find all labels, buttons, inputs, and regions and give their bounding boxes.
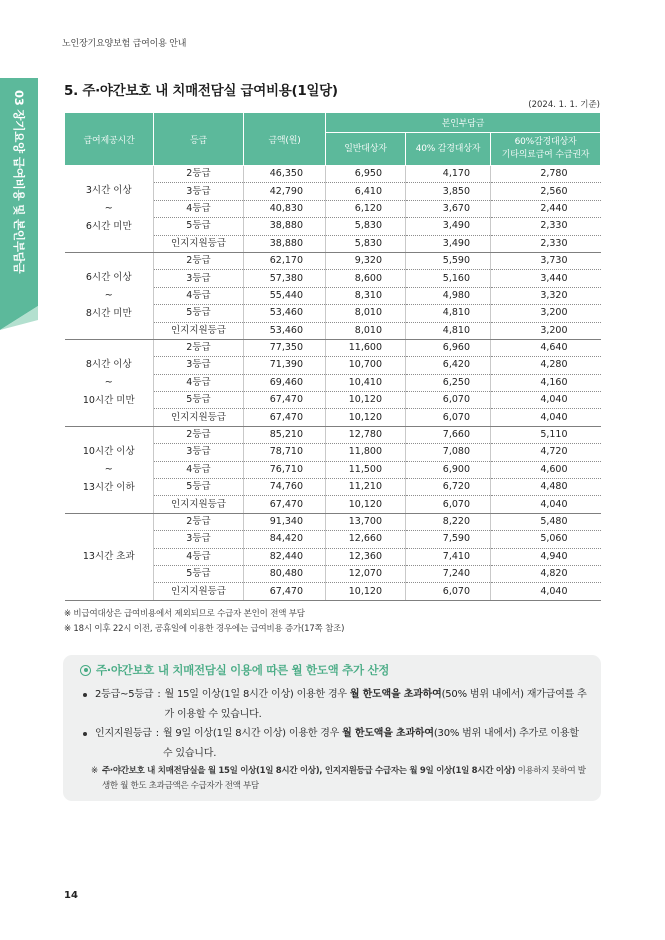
reduced60-copay-cell: 4,040 [491,496,601,513]
reduced60-copay-cell: 5,480 [491,513,601,530]
general-copay-cell: 11,800 [326,444,406,461]
general-copay-cell: 12,360 [326,548,406,565]
reduced40-copay-cell: 4,810 [406,322,491,339]
reduced60-copay-cell: 2,780 [491,166,601,183]
reduced60-copay-cell: 4,720 [491,444,601,461]
grade-cell: 4등급 [154,374,244,391]
grade-cell: 5등급 [154,479,244,496]
general-copay-cell: 10,700 [326,357,406,374]
info-box [63,655,601,801]
amount-cell: 80,480 [244,565,326,582]
reduced60-copay-cell: 4,940 [491,548,601,565]
reduced60-copay-cell: 4,820 [491,565,601,582]
reduced40-copay-cell: 6,070 [406,583,491,600]
info-item-text [163,724,589,763]
grade-cell: 3등급 [154,183,244,200]
time-range-line: 10시간 이상 [82,445,135,457]
amount-cell: 67,470 [244,496,326,513]
reduced60-copay-cell: 4,040 [491,409,601,426]
time-range-cell [65,166,154,253]
time-range-line: 6시간 이상 [85,271,132,283]
time-range-line: ~ [104,202,113,214]
time-range-cell [65,252,154,339]
general-copay-cell: 12,660 [326,531,406,548]
grade-cell: 2등급 [154,252,244,269]
time-range-line: 6시간 미만 [85,220,132,232]
time-range-cell [65,426,154,513]
chapter-title: 장기요양 급여비용 및 본인부담금 [12,109,26,274]
reduced60-copay-cell: 2,440 [491,200,601,217]
info-box-title [80,662,589,678]
reduced40-copay-cell: 6,720 [406,479,491,496]
reduced40-copay-cell: 6,420 [406,357,491,374]
reduced60-copay-cell: 2,330 [491,235,601,252]
info-item-label: 2등급~5등급 [95,689,154,700]
grade-cell: 5등급 [154,305,244,322]
grade-cell: 인지지원등급 [154,496,244,513]
time-range-cell [65,339,154,426]
bullet-icon [83,732,87,736]
info-item-separator: : [157,689,161,700]
reduced40-copay-cell: 4,810 [406,305,491,322]
time-range-line: ~ [104,463,113,475]
amount-cell: 77,350 [244,339,326,356]
table-row [65,166,601,183]
amount-cell: 53,460 [244,305,326,322]
grade-cell: 인지지원등급 [154,322,244,339]
amount-cell: 78,710 [244,444,326,461]
reduced40-copay-cell: 5,160 [406,270,491,287]
table-note: ※ 비급여대상은 급여비용에서 제외되므로 수급자 본인이 전액 부담 [64,608,305,619]
general-copay-cell: 6,950 [326,166,406,183]
amount-cell: 84,420 [244,531,326,548]
info-item-text-before: 월 9일 이상(1일 8시간 이상) 이용한 경우 [162,728,343,739]
info-item-text-after: (30% 범위 내에서) 추가로 이용할 수 있습니다. [162,728,579,759]
reduced60-copay-cell: 4,280 [491,357,601,374]
info-item-separator: : [155,728,159,739]
table-row [65,426,601,443]
reduced40-copay-cell: 6,900 [406,461,491,478]
reduced40-copay-cell: 4,980 [406,287,491,304]
general-copay-cell: 6,120 [326,200,406,217]
reduced60-copay-cell: 2,560 [491,183,601,200]
general-copay-cell: 8,010 [326,322,406,339]
amount-cell: 38,880 [244,218,326,235]
general-copay-cell: 5,830 [326,218,406,235]
info-list [80,685,589,763]
reduced60-copay-cell: 3,320 [491,287,601,304]
general-copay-cell: 10,120 [326,583,406,600]
chapter-tab [0,78,38,334]
reduced40-copay-cell: 6,070 [406,409,491,426]
amount-cell: 40,830 [244,200,326,217]
header-reduced40: 40% 감경대상자 [406,133,491,166]
amount-cell: 74,760 [244,479,326,496]
grade-cell: 5등급 [154,218,244,235]
header-reduced60 [491,133,601,166]
reduced60-copay-cell: 3,200 [491,322,601,339]
grade-cell: 2등급 [154,426,244,443]
info-box-note [91,764,589,794]
header-copay: 본인부담금 [326,113,601,133]
header-amount: 금액(원) [244,113,326,166]
reduced60-copay-cell: 4,480 [491,479,601,496]
reduced40-copay-cell: 5,590 [406,252,491,269]
table-header-row [65,113,601,133]
reduced40-copay-cell: 7,410 [406,548,491,565]
reduced40-copay-cell: 3,490 [406,235,491,252]
double-circle-icon [80,665,91,676]
reduced40-copay-cell: 3,670 [406,200,491,217]
time-range-line: 8시간 이상 [85,358,132,370]
amount-cell: 67,470 [244,392,326,409]
time-range-cell [65,513,154,600]
table-row [65,252,601,269]
chapter-tab-label [12,90,26,274]
general-copay-cell: 13,700 [326,513,406,530]
amount-cell: 91,340 [244,513,326,530]
general-copay-cell: 11,210 [326,479,406,496]
general-copay-cell: 8,600 [326,270,406,287]
general-copay-cell: 11,500 [326,461,406,478]
running-header: 노인장기요양보험 급여이용 안내 [62,39,187,49]
reduced60-copay-cell: 2,330 [491,218,601,235]
amount-cell: 53,460 [244,322,326,339]
section-title: 5. 주·야간보호 내 치매전담실 급여비용(1일당) [64,83,338,99]
grade-cell: 3등급 [154,444,244,461]
note-mark: ※ [91,766,98,776]
info-item-text-after: (50% 범위 내에서) 재가급여를 추가 이용할 수 있습니다. [164,689,587,720]
amount-cell: 67,470 [244,583,326,600]
table-notes [64,607,600,638]
time-range-line: 10시간 미만 [82,394,135,406]
general-copay-cell: 10,120 [326,409,406,426]
amount-cell: 38,880 [244,235,326,252]
reduced40-copay-cell: 7,660 [406,426,491,443]
grade-cell: 3등급 [154,357,244,374]
info-item-text-bold: 월 한도액을 초과하여 [349,689,442,700]
general-copay-cell: 11,600 [326,339,406,356]
time-range-line: 3시간 이상 [85,184,132,196]
chapter-number: 03 [12,90,26,106]
general-copay-cell: 10,120 [326,392,406,409]
general-copay-cell: 10,410 [326,374,406,391]
general-copay-cell: 6,410 [326,183,406,200]
amount-cell: 46,350 [244,166,326,183]
general-copay-cell: 10,120 [326,496,406,513]
grade-cell: 5등급 [154,392,244,409]
time-range-line: ~ [104,289,113,301]
reduced40-copay-cell: 3,490 [406,218,491,235]
info-item-label: 인지지원등급 [95,728,152,739]
info-box-title-text: 주·야간보호 내 치매전담실 이용에 따른 월 한도액 추가 산정 [96,663,390,677]
basis-date: (2024. 1. 1. 기준) [528,100,600,110]
amount-cell: 82,440 [244,548,326,565]
amount-cell: 55,440 [244,287,326,304]
reduced60-copay-cell: 4,600 [491,461,601,478]
amount-cell: 62,170 [244,252,326,269]
grade-cell: 3등급 [154,531,244,548]
grade-cell: 4등급 [154,548,244,565]
reduced40-copay-cell: 7,590 [406,531,491,548]
reduced60-copay-cell: 4,040 [491,392,601,409]
amount-cell: 42,790 [244,183,326,200]
header-grade: 등급 [154,113,244,166]
general-copay-cell: 12,780 [326,426,406,443]
reduced60-copay-cell: 3,200 [491,305,601,322]
grade-cell: 인지지원등급 [154,583,244,600]
time-range-line: 13시간 초과 [82,550,135,562]
grade-cell: 2등급 [154,339,244,356]
grade-cell: 5등급 [154,565,244,582]
general-copay-cell: 9,320 [326,252,406,269]
header-time: 급여제공시간 [65,113,154,166]
amount-cell: 57,380 [244,270,326,287]
page-number: 14 [64,890,78,901]
reduced40-copay-cell: 3,850 [406,183,491,200]
reduced40-copay-cell: 7,240 [406,565,491,582]
info-item-text [165,685,589,724]
reduced60-copay-cell: 5,060 [491,531,601,548]
general-copay-cell: 8,010 [326,305,406,322]
grade-cell: 4등급 [154,461,244,478]
general-copay-cell: 12,070 [326,565,406,582]
header-reduced60-line2: 기타의료급여 수급권자 [501,150,590,160]
benefit-cost-table [64,112,601,601]
grade-cell: 2등급 [154,513,244,530]
list-item [80,685,589,724]
header-reduced60-line1: 60%감경대상자 [514,137,577,147]
table-row [65,339,601,356]
amount-cell: 71,390 [244,357,326,374]
bullet-icon [83,693,87,697]
reduced40-copay-cell: 6,250 [406,374,491,391]
benefit-table-body [65,166,601,601]
reduced40-copay-cell: 8,220 [406,513,491,530]
reduced40-copay-cell: 6,070 [406,496,491,513]
grade-cell: 4등급 [154,287,244,304]
table-row [65,513,601,530]
reduced40-copay-cell: 6,960 [406,339,491,356]
amount-cell: 69,460 [244,374,326,391]
table-note: ※ 18시 이후 22시 이전, 공휴일에 이용한 경우에는 급여비용 증가(17쪽 참조) [64,624,345,635]
amount-cell: 76,710 [244,461,326,478]
table-header [65,113,601,166]
list-item [80,724,589,763]
general-copay-cell: 5,830 [326,235,406,252]
grade-cell: 2등급 [154,166,244,183]
reduced60-copay-cell: 4,160 [491,374,601,391]
grade-cell: 인지지원등급 [154,409,244,426]
note-text-after: 이용하지 못하여 발생한 월 한도 초과금액은 수급자가 전액 부담 [102,766,586,791]
amount-cell: 67,470 [244,409,326,426]
reduced40-copay-cell: 6,070 [406,392,491,409]
reduced60-copay-cell: 4,640 [491,339,601,356]
benefit-table-wrapper [64,112,600,638]
time-range-line: ~ [104,376,113,388]
info-item-text-before: 월 15일 이상(1일 8시간 이상) 이용한 경우 [164,689,350,700]
reduced40-copay-cell: 7,080 [406,444,491,461]
grade-cell: 4등급 [154,200,244,217]
note-text [102,764,589,794]
reduced60-copay-cell: 5,110 [491,426,601,443]
grade-cell: 인지지원등급 [154,235,244,252]
time-range-line: 8시간 미만 [85,307,132,319]
amount-cell: 85,210 [244,426,326,443]
reduced40-copay-cell: 4,170 [406,166,491,183]
reduced60-copay-cell: 4,040 [491,583,601,600]
info-item-text-bold: 월 한도액을 초과하여 [342,728,434,739]
header-general: 일반대상자 [326,133,406,166]
general-copay-cell: 8,310 [326,287,406,304]
reduced60-copay-cell: 3,730 [491,252,601,269]
note-text-bold: 주·야간보호 내 치매전담실을 월 15일 이상(1일 8시간 이상), 인지지원등급 수급자는 월 9일 이상(1일 8시간 이상) [102,766,516,776]
time-range-line: 13시간 이하 [82,481,135,493]
reduced60-copay-cell: 3,440 [491,270,601,287]
grade-cell: 3등급 [154,270,244,287]
